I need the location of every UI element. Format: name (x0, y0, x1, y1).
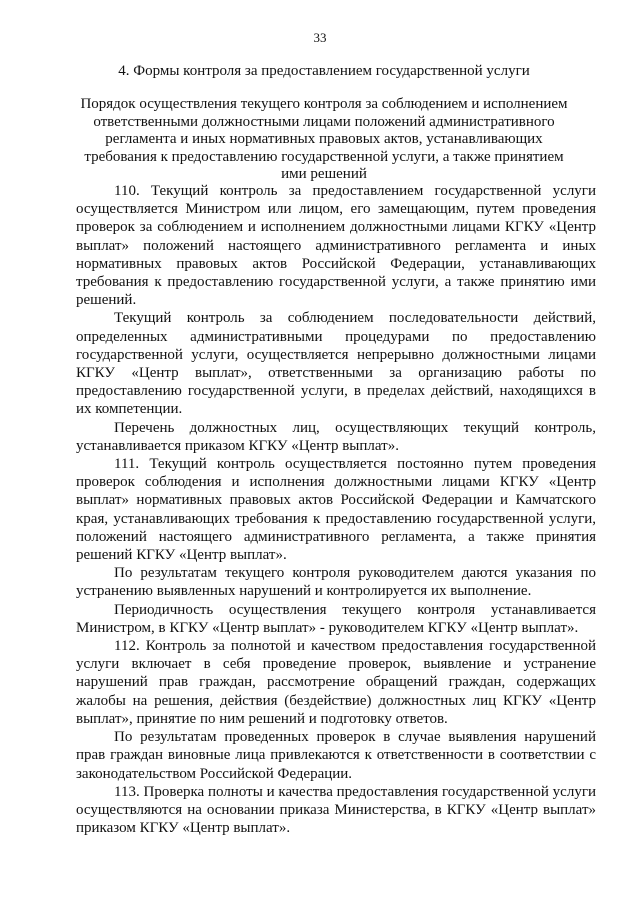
paragraph: Периодичность осуществления текущего контроля устанавливается Министром, в КГКУ «Центр выплат» - руководителем КГКУ «Центр выплат». (76, 601, 596, 636)
paragraph-112: 112. Контроль за полнотой и качеством предоставления государственной услуги включает в себя проведение проверок, выявление и устранение нарушений прав граждан, рассмотрение обращений граждан, содержащих жалобы на решения, действия (бездействие) должностных лиц КГКУ «Центр выплат», принятие по ним решений и подготовку ответов. (76, 638, 596, 727)
body-text (76, 182, 596, 837)
section-heading: 4. Формы контроля за предоставлением государственной услуги (118, 63, 530, 79)
paragraph: Текущий контроль за соблюдением последовательности действий, определенных административными процедурами по предоставлению государственной услуги, осуществляется непрерывно должностными лицами КГКУ «Центр выплат», ответственными за организацию работы по предоставлению государственной услуги, в пределах действий, находящихся в их компетенции. (76, 310, 596, 418)
paragraph: По результатам проведенных проверок в случае выявления нарушений прав граждан виновные лица привлекаются к ответственности в соответствии с законодательством Российской Федерации. (76, 729, 596, 782)
paragraph-111: 111. Текущий контроль осуществляется постоянно путем проведения проверок соблюдения и исполнения должностными лицами КГКУ «Центр выплат» нормативных правовых актов Российской Федерации и Камчатского края, устанавливающих требования к предоставлению государственной услуги, положений настоящего административного регламента, а также принятия решений КГКУ «Центр выплат». (76, 456, 596, 564)
subsection-heading: Порядок осуществления текущего контроля за соблюдением и исполнением ответственными должностными лицами положений административного регламента и иных нормативных правовых актов, устанавливающих требования к предоставлению государственной услуги, а также принятием ими решений (80, 96, 568, 182)
paragraph: Перечень должностных лиц, осуществляющих текущий контроль, устанавливается приказом КГКУ «Центр выплат». (76, 419, 596, 454)
page-number: 33 (313, 30, 327, 45)
paragraph-113: 113. Проверка полноты и качества предоставления государственной услуги осуществляются на основании приказа Министерства, в КГКУ «Центр выплат» приказом КГКУ «Центр выплат». (76, 783, 596, 837)
paragraph-110: 110. Текущий контроль за предоставлением государственной услуги осуществляется Министром или лицом, его замещающим, путем проведения проверок за соблюдением и исполнением должностными лицами КГКУ «Центр выплат» положений настоящего административного регламента и иных нормативных правовых актов Российской Федерации, устанавливающих требования к предоставлению государственной услуги, а также принятию ими решений. (76, 183, 596, 309)
paragraph: По результатам текущего контроля руководителем даются указания по устранению выявленных нарушений и контролируется их выполнение. (76, 565, 596, 600)
